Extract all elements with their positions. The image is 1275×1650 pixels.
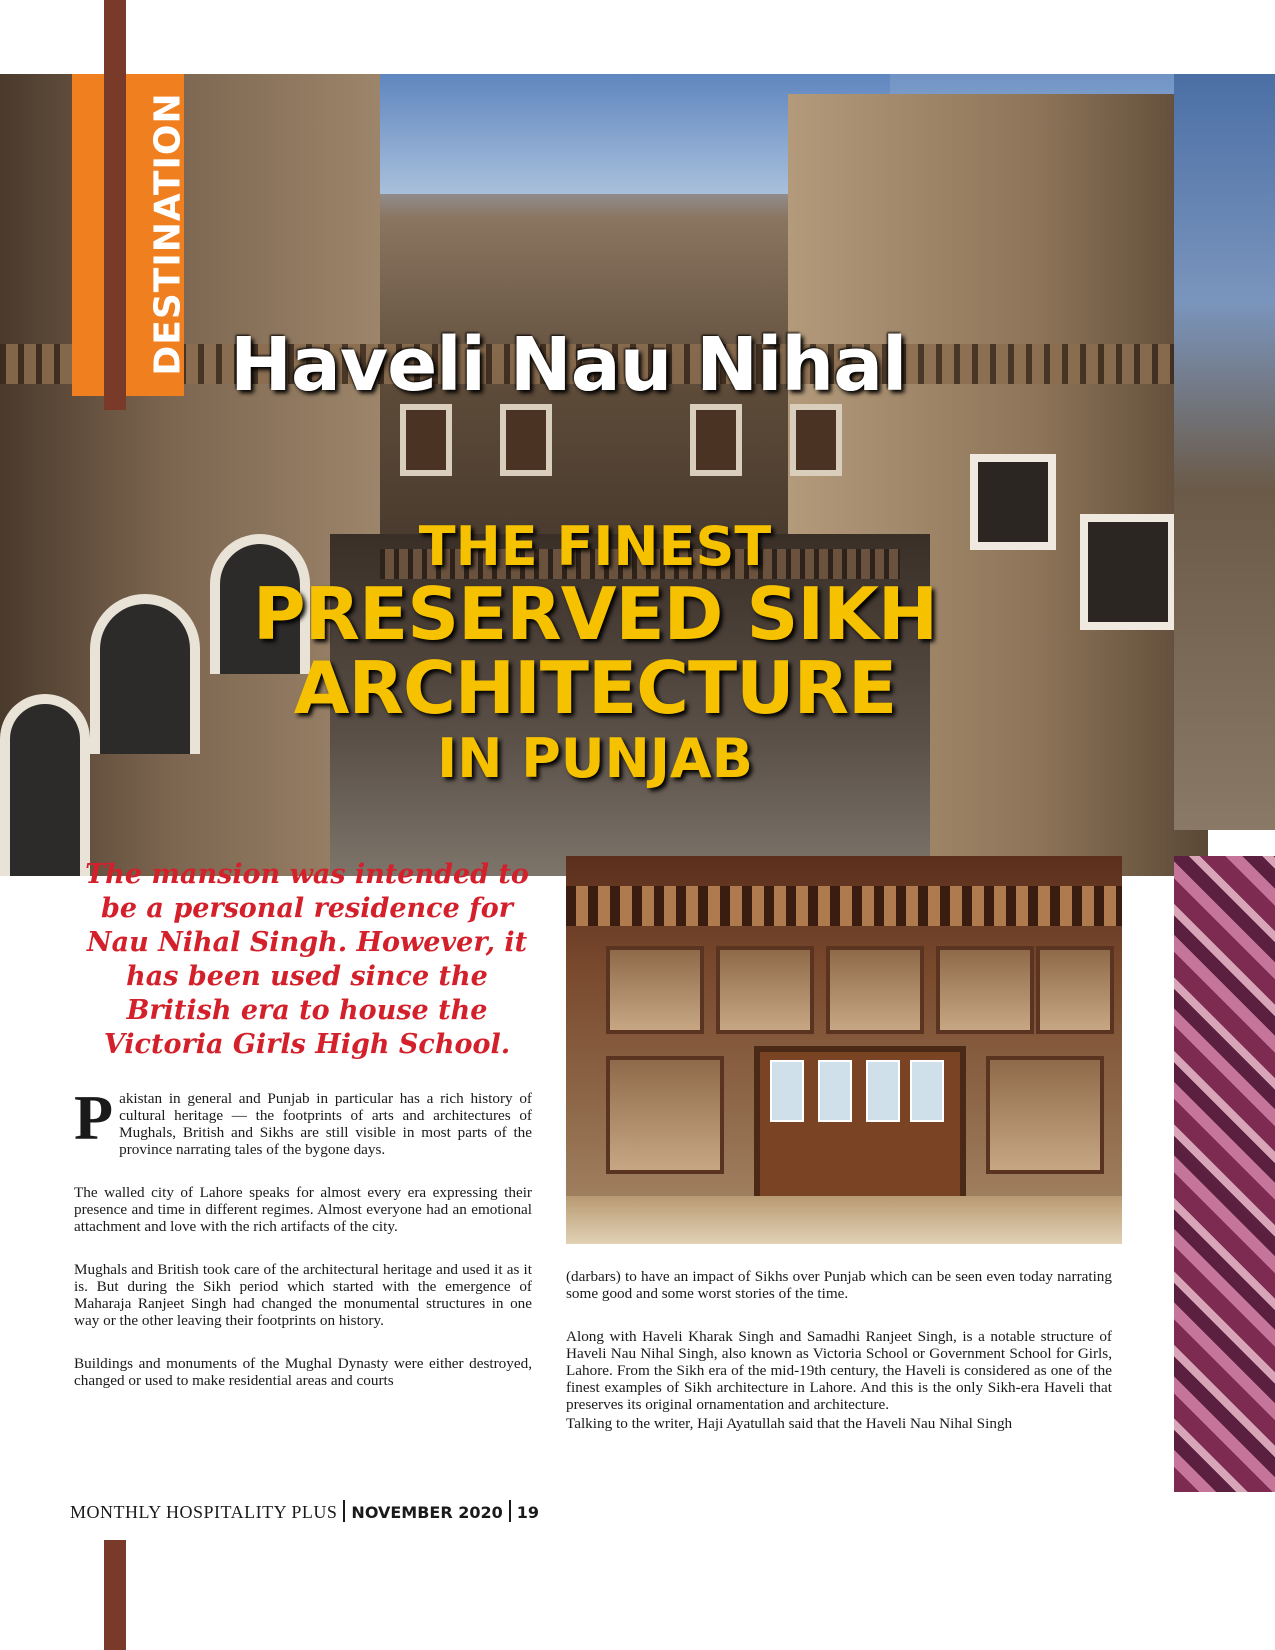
- fresco-panel: [606, 946, 704, 1034]
- article-paragraph: (darbars) to have an impact of Sikhs over Punjab which can be seen even today narrating some good and some worst stories of the time.: [566, 1268, 1112, 1302]
- fresco-panel: [606, 1056, 724, 1174]
- brand-bar-bottom: [104, 1540, 126, 1650]
- fresco-panel: [1036, 946, 1114, 1034]
- interior-photo-frescoes: [566, 856, 1122, 1244]
- fresco-panel: [826, 946, 924, 1034]
- section-label: DESTINATION: [147, 92, 189, 376]
- article-paragraph: Talking to the writer, Haji Ayatullah said that the Haveli Nau Nihal Singh: [566, 1415, 1013, 1432]
- subtitle-line-2: PRESERVED SIKH: [252, 572, 938, 656]
- door-glass-pane: [866, 1060, 900, 1122]
- hero-arch-window: [90, 594, 200, 754]
- paragraph-text: akistan in general and Punjab in particular has a rich history of cultural heritage — the footprints of arts and architectures of Mughals, British and Sikhs are still visible in most parts of the province narrating tales of the bygone days.: [119, 1090, 532, 1158]
- fresco-panel: [986, 1056, 1104, 1174]
- article-paragraph: The walled city of Lahore speaks for almost every era expressing their presence and time in different regimes. Almost everyone had an emotional attachment and love with the rich artifacts of the city.: [74, 1184, 532, 1235]
- adjacent-page-photo-bottom: [1174, 856, 1275, 1492]
- hero-arch-window: [0, 694, 90, 876]
- fresco-panel: [936, 946, 1034, 1034]
- hero-doorway: [790, 404, 842, 476]
- article-column-right: [566, 1268, 1112, 1458]
- fresco-panel: [716, 946, 814, 1034]
- door-glass-pane: [910, 1060, 944, 1122]
- door-glass-pane: [770, 1060, 804, 1122]
- pull-quote: The mansion was intended to be a personal residence for Nau Nihal Singh. However, it has been used since the British era to house the Victoria Girls High School.: [85, 859, 529, 1060]
- page-footer: [70, 1500, 539, 1523]
- footer-divider: [343, 1500, 345, 1522]
- article-column-left: [74, 1082, 532, 1415]
- page-number: 19: [516, 1503, 540, 1522]
- hero-window: [1080, 514, 1176, 630]
- hero-doorway: [400, 404, 452, 476]
- hero-doorway: [500, 404, 552, 476]
- subtitle-line-1: THE FINEST: [418, 515, 772, 578]
- publication-name: MONTHLY HOSPITALITY PLUS: [70, 1502, 338, 1522]
- photo-wooden-door: [754, 1046, 966, 1208]
- adjacent-page-photo-top: [1174, 74, 1275, 830]
- article-subtitle: [200, 515, 990, 790]
- article-paragraph: Buildings and monuments of the Mughal Dynasty were either destroyed, changed or used to make residential areas and courts: [74, 1355, 532, 1389]
- issue-date: NOVEMBER 2020: [351, 1503, 503, 1522]
- drop-cap: P: [74, 1082, 114, 1153]
- hero-doorway: [690, 404, 742, 476]
- subtitle-line-3: ARCHITECTURE: [293, 646, 897, 730]
- article-paragraph: Mughals and British took care of the architectural heritage and used it as it is. But during the Sikh period which started with the emergence of Maharaja Ranjeet Singh had changed the monumental structures in one way or the other leaving their footprints on history.: [74, 1261, 532, 1329]
- door-glass-pane: [818, 1060, 852, 1122]
- footer-divider: [509, 1500, 511, 1522]
- article-title: Haveli Nau Nihal: [230, 322, 907, 408]
- article-paragraph: [74, 1082, 532, 1158]
- subtitle-line-4: IN PUNJAB: [437, 727, 753, 790]
- article-paragraph: Along with Haveli Kharak Singh and Samadhi Ranjeet Singh, is a notable structure of Haveli Nau Nihal Singh, also known as Victoria School or Government School for Girls, Lahore. From the Sikh era of the mid-19th century, the Haveli is considered as one of the finest examples of Sikh architecture in Lahore. And this is the only Sikh-era Haveli that preserves its original ornamentation and architecture.: [566, 1328, 1112, 1413]
- section-tab-bar: [104, 74, 126, 410]
- photo-floor: [566, 1196, 1122, 1244]
- photo-frieze: [566, 886, 1122, 926]
